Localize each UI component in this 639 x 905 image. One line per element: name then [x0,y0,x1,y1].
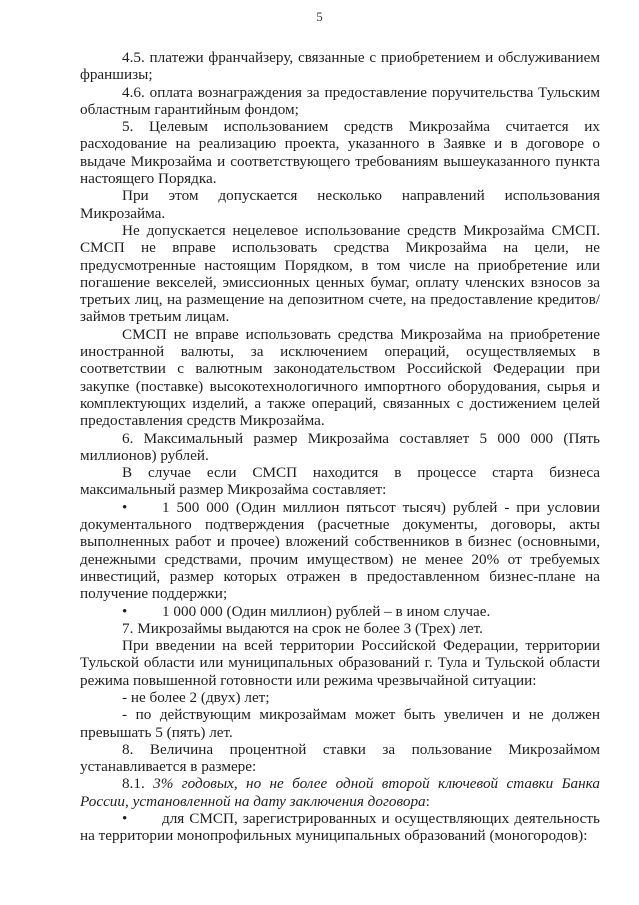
page-number: 5 [316,9,323,24]
bullet-icon [80,603,162,620]
bullet-text: 1 500 000 (Один миллион пятьсот тысяч) рублей - при условии документального подтверждения (расчетные документы, договоры, акты выполненных работ и прочее) вложений собственников в бизнес (основными, денежными средствами, прочим имуществом) не менее 20% от требуемых инвестиций, размер которых отражен в предоставленном бизнес-плане на получение поддержки; [80,498,600,603]
paragraph-emergency: При введении на всей территории Российской Федерации, территории Тульской области или муниципальных образований г. Тула и Тульской области режима повышенной готовности или режима чрезвычайной ситуации: [80,637,600,689]
paragraph-6: 6. Максимальный размер Микрозайма составляет 5 000 000 (Пять миллионов) рублей. [80,429,600,464]
bullet-item [80,603,600,620]
paragraph-5: 5. Целевым использованием средств Микрозайма считается их расходование на реализацию проекта, указанного в Заявке и в договоре о выдаче Микрозайма и соответствующего требованиям вышеуказанного пункта настоящего Порядка. [80,118,600,188]
paragraph-multiple-directions: При этом допускается несколько направлений использования Микрозайма. [80,187,600,222]
paragraph-startup: В случае если СМСП находится в процессе старта бизнеса максимальный размер Микрозайма составляет: [80,464,600,499]
bullet-icon [80,810,162,827]
bullet-icon [80,499,162,516]
bullet-item [80,810,600,845]
paragraph-4-5: 4.5. платежи франчайзеру, связанные с приобретением и обслуживанием франшизы; [80,49,600,84]
paragraph-8: 8. Величина процентной ставки за пользование Микрозаймом устанавливается в размере: [80,740,600,776]
bullet-text: для СМСП, зарегистрированных и осуществляющих деятельность на территории монопрофильных муниципальных образований (моногородов): [80,810,600,845]
bullet-text: 1 000 000 (Один миллион) рублей – в ином случае. [162,602,491,620]
paragraph-foreign-currency: СМСП не вправе использовать средства Микрозайма на приобретение иностранной валюты, за исключением операций, осуществляемых в соответствии с валютным законодательством Российской Федерации при закупке (поставке) высокотехнологичного импортного оборудования, сырья и комплектующих изделий, а также операций, связанных с достижением целей предоставления средств Микрозайма. [80,325,600,430]
paragraph-8-1 [80,775,600,810]
bullet-item [80,499,600,603]
paragraph-7: 7. Микрозаймы выдаются на срок не более 3 (Трех) лет. [122,619,483,637]
paragraph-five-years: - по действующим микрозаймам может быть увеличен и не должен превышать 5 (пять) лет. [80,706,600,741]
paragraph-4-6: 4.6. оплата вознаграждения за предоставление поручительства Тульским областным гарантийным фондом; [80,83,600,118]
rate-italic: 3% годовых, но не более одной второй ключевой ставки Банка России, установленной на дату заключения договора [80,775,600,810]
document-body [80,49,600,845]
paragraph-misuse: Не допускается нецелевое использование средств Микрозайма СМСП. СМСП не вправе использовать средства Микрозайма на цели, не предусмотренные настоящим Порядком, в том числе на приобретение или погашение векселей, эмиссионных ценных бумаг, оплату членских взносов за третьих лиц, на размещение на депозитном счете, на предоставление кредитов/займов третьим лицам. [80,221,600,326]
rate-suffix: : [425,792,430,810]
paragraph-two-years: - не более 2 (двух) лет; [122,688,270,706]
rate-prefix: 8.1. [122,775,154,793]
